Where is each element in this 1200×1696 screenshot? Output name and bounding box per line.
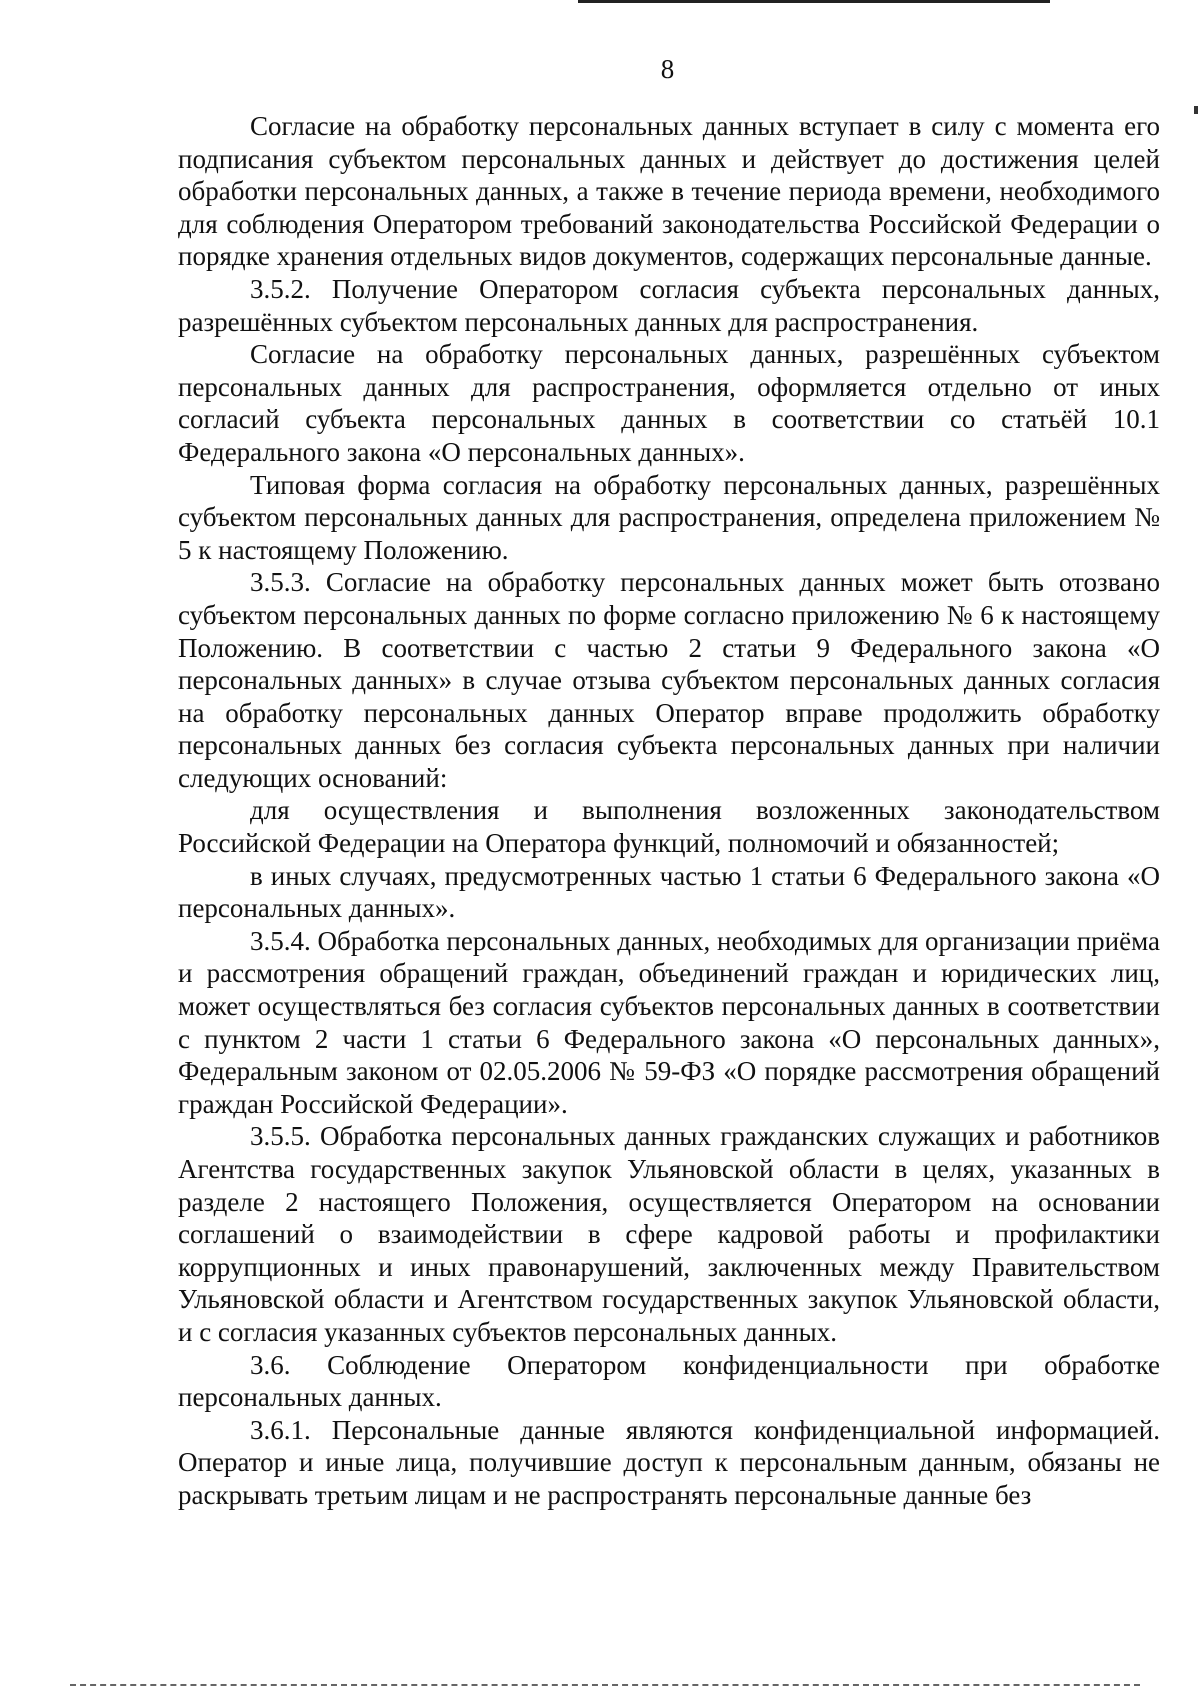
paragraph: для осуществления и выполнения возложенных законодательством Российской Федерации на Оператора функций, полномочий и обязанностей; — [178, 795, 1160, 859]
document-body — [178, 110, 1160, 1512]
scan-edge-mark — [1194, 106, 1198, 114]
paragraph: 3.6. Соблюдение Оператором конфиденциальности при обработке персональных данных. — [178, 1349, 1160, 1413]
page-number: 8 — [660, 54, 675, 84]
paragraph: 3.5.4. Обработка персональных данных, необходимых для организации приёма и рассмотрения обращений граждан, объединений граждан и юридических лиц, может осуществляться без согласия субъектов персональных данных в соответствии с пунктом 2 части 1 статьи 6 Федерального закона «О персональных данных», Федеральным законом от 02.05.2006 № 59-ФЗ «О порядке рассмотрения обращений граждан Российской Федерации». — [178, 925, 1160, 1119]
scan-edge-top — [578, 0, 1050, 3]
scan-edge-bottom — [70, 1684, 1140, 1686]
paragraph: 3.5.3. Согласие на обработку персональных данных может быть отозвано субъектом персональных данных по форме согласно приложению № 6 к настоящему Положению. В соответствии с частью 2 статьи 9 Федерального закона «О персональных данных» в случае отзыва субъектом персональных данных согласия на обработку персональных данных Оператор вправе продолжить обработку персональных данных без согласия субъекта персональных данных при наличии следующих оснований: — [178, 567, 1160, 793]
paragraph: Согласие на обработку персональных данных, разрешённых субъектом персональных данных для распространения, оформляется отдельно от иных согласий субъекта персональных данных в соответствии со статьёй 10.1 Федерального закона «О персональных данных». — [178, 339, 1160, 467]
paragraph: Согласие на обработку персональных данных вступает в силу с момента его подписания субъектом персональных данных и действует до достижения целей обработки персональных данных, а также в течение периода времени, необходимого для соблюдения Оператором требований законодательства Российской Федерации о порядке хранения отдельных видов документов, содержащих персональные данные. — [178, 111, 1160, 272]
paragraph: 3.6.1. Персональные данные являются конфиденциальной информацией. Оператор и иные лица, получившие доступ к персональным данным, обязаны не раскрывать третьим лицам и не распространять персональные данные без — [178, 1414, 1160, 1510]
paragraph: в иных случаях, предусмотренных частью 1 статьи 6 Федерального закона «О персональных данных». — [178, 860, 1160, 924]
paragraph: 3.5.2. Получение Оператором согласия субъекта персональных данных, разрешённых субъектом персональных данных для распространения. — [178, 273, 1160, 337]
paragraph: Типовая форма согласия на обработку персональных данных, разрешённых субъектом персональных данных для распространения, определена приложением № 5 к настоящему Положению. — [178, 469, 1160, 565]
paragraph: 3.5.5. Обработка персональных данных гражданских служащих и работников Агентства государственных закупок Ульяновской области в целях, указанных в разделе 2 настоящего Положения, осуществляется Оператором на основании соглашений о взаимодействии в сфере кадровой работы и профилактики коррупционных и иных правонарушений, заключенных между Правительством Ульяновской области и Агентством государственных закупок Ульяновской области, и с согласия указанных субъектов персональных данных. — [178, 1121, 1160, 1347]
